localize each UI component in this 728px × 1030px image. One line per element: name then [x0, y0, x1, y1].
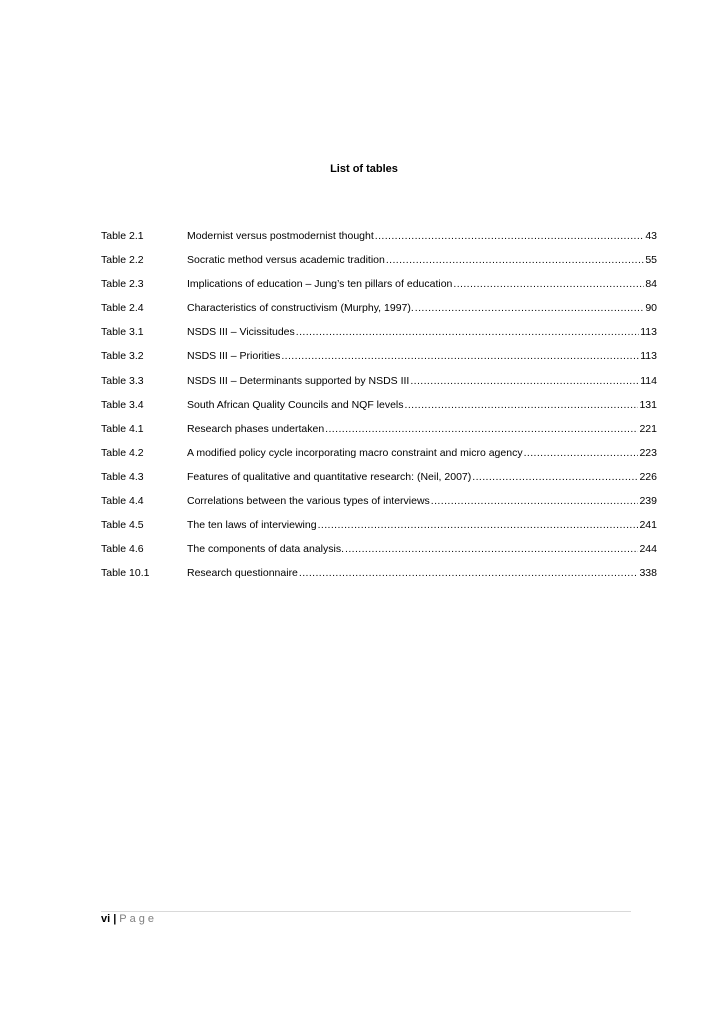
table-list-item[interactable] [101, 564, 657, 588]
dot-leader [415, 299, 645, 317]
dot-leader [472, 468, 638, 486]
table-list-item[interactable] [101, 396, 657, 420]
table-entry [187, 372, 657, 390]
dot-leader [524, 444, 639, 462]
table-list-item[interactable] [101, 516, 657, 540]
table-page-number: 114 [640, 374, 657, 387]
table-title: Characteristics of constructivism (Murphy, 1997). [187, 302, 414, 315]
table-number: Table 4.3 [101, 470, 144, 483]
table-list-item[interactable] [101, 323, 657, 347]
table-title: NSDS III – Vicissitudes [187, 326, 295, 339]
table-number: Table 3.1 [101, 326, 144, 339]
dot-leader [281, 347, 639, 365]
table-entry [187, 275, 657, 293]
table-page-number: 90 [645, 302, 657, 315]
table-entry [187, 540, 657, 558]
table-title: Research phases undertaken [187, 422, 325, 435]
table-list-item[interactable] [101, 347, 657, 371]
table-entry [187, 564, 657, 582]
table-page-number: 241 [639, 519, 657, 532]
table-list-item[interactable] [101, 251, 657, 275]
dot-leader [299, 564, 639, 582]
table-page-number: 221 [639, 422, 657, 435]
footer-divider [101, 911, 631, 912]
table-entry [187, 492, 657, 510]
table-title: The ten laws of interviewing [187, 519, 317, 532]
dot-leader [410, 372, 639, 390]
table-title: The components of data analysis. [187, 543, 345, 556]
table-list-item[interactable] [101, 275, 657, 299]
table-page-number: 131 [639, 398, 657, 411]
table-number: Table 3.4 [101, 398, 144, 411]
table-page-number: 226 [639, 470, 657, 483]
table-number: Table 10.1 [101, 567, 150, 580]
table-entry [187, 396, 657, 414]
dot-leader [296, 323, 639, 341]
table-page-number: 223 [639, 446, 657, 459]
table-number: Table 2.1 [101, 230, 144, 242]
table-entry [187, 444, 657, 462]
table-page-number: 84 [645, 278, 657, 291]
table-list-item[interactable] [101, 468, 657, 492]
table-title: Implications of education – Jung’s ten pillars of education [187, 278, 453, 291]
table-entry [187, 323, 657, 341]
page-footer [101, 913, 157, 925]
table-number: Table 3.3 [101, 374, 144, 387]
dot-leader [325, 420, 638, 438]
table-entry [187, 468, 657, 486]
table-list-item[interactable] [101, 372, 657, 396]
page-title: List of tables [330, 163, 398, 175]
dot-leader [345, 540, 638, 558]
table-number: Table 2.2 [101, 254, 144, 267]
table-number: Table 4.5 [101, 519, 144, 532]
table-entry [187, 227, 657, 245]
table-page-number: 55 [645, 254, 657, 267]
table-title: A modified policy cycle incorporating macro constraint and micro agency [187, 446, 523, 459]
table-list-item[interactable] [101, 420, 657, 444]
table-title: Research questionnaire [187, 567, 298, 580]
table-list-item[interactable] [101, 299, 657, 323]
footer-page-number: vi [101, 913, 111, 925]
table-title: South African Quality Councils and NQF levels [187, 398, 404, 411]
table-title: Modernist versus postmodernist thought [187, 230, 374, 242]
table-entry [187, 420, 657, 438]
footer-page-label: Page [119, 913, 157, 925]
dot-leader [318, 516, 639, 534]
table-title: NSDS III – Determinants supported by NSDS III [187, 374, 410, 387]
table-list-item[interactable] [101, 227, 657, 251]
table-page-number: 244 [639, 543, 657, 556]
footer-separator: | [113, 913, 117, 925]
table-number: Table 3.2 [101, 350, 144, 363]
table-list-item[interactable] [101, 492, 657, 516]
table-title: NSDS III – Priorities [187, 350, 281, 363]
table-page-number: 113 [640, 326, 657, 339]
table-title: Correlations between the various types of interviews [187, 495, 430, 508]
table-number: Table 4.4 [101, 495, 144, 508]
table-entry [187, 251, 657, 269]
table-title: Features of qualitative and quantitative research: (Neil, 2007) [187, 470, 472, 483]
table-page-number: 43 [645, 230, 657, 242]
dot-leader [386, 251, 644, 269]
table-list-item[interactable] [101, 444, 657, 468]
table-page-number: 338 [639, 567, 657, 580]
table-number: Table 4.6 [101, 543, 144, 556]
table-page-number: 239 [639, 495, 657, 508]
table-entry [187, 516, 657, 534]
table-list-item[interactable] [101, 540, 657, 564]
dot-leader [453, 275, 644, 293]
dot-leader [431, 492, 639, 510]
table-entry [187, 347, 657, 365]
table-number: Table 2.4 [101, 302, 144, 315]
table-entry [187, 299, 657, 317]
table-number: Table 4.2 [101, 446, 144, 459]
table-number: Table 4.1 [101, 422, 144, 435]
dot-leader [405, 396, 639, 414]
table-number: Table 2.3 [101, 278, 144, 291]
list-of-tables [101, 227, 657, 588]
table-page-number: 113 [640, 350, 657, 363]
dot-leader [375, 227, 645, 245]
table-title: Socratic method versus academic tradition [187, 254, 385, 267]
